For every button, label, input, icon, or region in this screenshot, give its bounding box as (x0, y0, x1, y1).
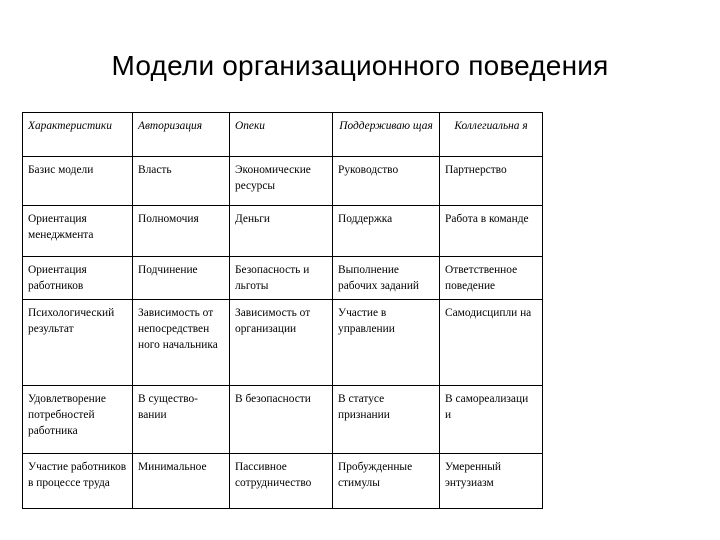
header-collegial: Коллегиальна я (440, 113, 543, 157)
header-characteristics: Характеристики (23, 113, 133, 157)
cell: Подчинение (133, 257, 230, 300)
cell: Участие в управлении (333, 300, 440, 386)
header-supportive: Поддерживаю щая (333, 113, 440, 157)
cell: Участие работников в процессе труда (23, 454, 133, 509)
header-row (23, 113, 543, 157)
cell: Ответственное поведение (440, 257, 543, 300)
table-row (23, 386, 543, 454)
slide-title: Модели организационного поведения (111, 50, 609, 81)
models-table (22, 112, 543, 509)
cell: Пассивное сотрудничество (230, 454, 333, 509)
cell: В безопасности (230, 386, 333, 454)
cell: Зависимость от непосредствен ного начальника (133, 300, 230, 386)
cell: Деньги (230, 206, 333, 257)
cell: Самодисципли на (440, 300, 543, 386)
table-row (23, 157, 543, 206)
cell: Экономические ресурсы (230, 157, 333, 206)
table-row (23, 300, 543, 386)
cell: Ориентация работников (23, 257, 133, 300)
table-row (23, 454, 543, 509)
cell: Поддержка (333, 206, 440, 257)
cell: Пробужденные стимулы (333, 454, 440, 509)
cell: Партнерство (440, 157, 543, 206)
cell: Власть (133, 157, 230, 206)
cell: Удовлетворение потребностей работника (23, 386, 133, 454)
cell: В самореализаци и (440, 386, 543, 454)
cell: Умеренный энтузиазм (440, 454, 543, 509)
cell: В статусе признании (333, 386, 440, 454)
cell: Безопасность и льготы (230, 257, 333, 300)
table-row (23, 206, 543, 257)
cell: Базис модели (23, 157, 133, 206)
cell: Выполнение рабочих заданий (333, 257, 440, 300)
header-custodial: Опеки (230, 113, 333, 157)
cell: Ориентация менеджмента (23, 206, 133, 257)
cell: Минимальное (133, 454, 230, 509)
cell: Полномочия (133, 206, 230, 257)
cell: В существо- вании (133, 386, 230, 454)
header-authorization: Авторизация (133, 113, 230, 157)
cell: Зависимость от организации (230, 300, 333, 386)
cell: Работа в команде (440, 206, 543, 257)
cell: Психологический результат (23, 300, 133, 386)
table-row (23, 257, 543, 300)
cell: Руководство (333, 157, 440, 206)
